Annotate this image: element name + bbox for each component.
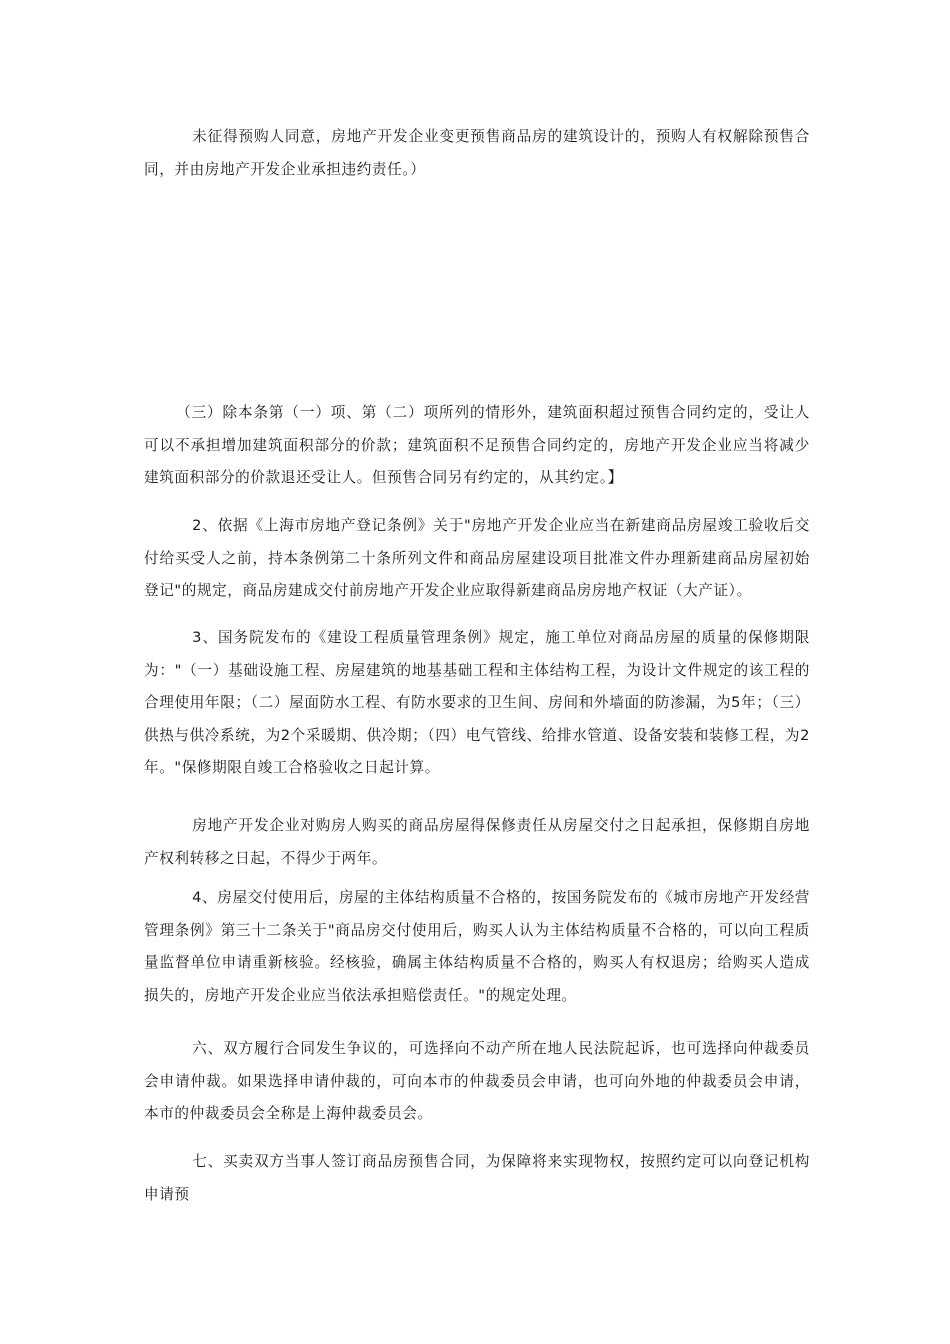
paragraph-design-change: 未征得预购人同意，房地产开发企业变更预售商品房的建筑设计的，预购人有权解除预售合同，并由房地产开发企业承担违约责任。） [144,128,810,178]
paragraph-warranty-period: 3、国务院发布的《建设工程质量管理条例》规定，施工单位对商品房屋的质量的保修期限为："（一）基础设施工程、房屋建筑的地基基础工程和主体结构工程，为设计文件规定的该工程的合理使用年限；（二）屋面防水工程、有防水要求的卫生间、房间和外墙面的防渗漏，为5年；（三）供热与供冷系统，为2个采暖期、供冷期；（四）电气管线、给排水管道、设备安装和装修工程，为2年。"保修期限自竣工合格验收之日起计算。 [144,629,810,776]
paragraph-registration: 2、依据《上海市房地产登记条例》关于"房地产开发企业应当在新建商品房屋竣工验收后交付给买受人之前，持本条例第二十条所列文件和商品房屋建设项目批准文件办理新建商品房屋初始登记"的规定，商品房建成交付前房地产开发企业应取得新建商品房房地产权证（大产证）。 [144,517,810,599]
paragraph-developer-warranty: 房地产开发企业对购房人购买的商品房屋得保修责任从房屋交付之日起承担，保修期自房地产权利转移之日起，不得少于两年。 [144,817,810,867]
paragraph-structure-quality: 4、房屋交付使用后，房屋的主体结构质量不合格的，按国务院发布的《城市房地产开发经营管理条例》第三十二条关于"商品房交付使用后，购买人认为主体结构质量不合格的，可以向工程质量监督单位申请重新核验。经核验，确属主体结构质量不合格的，购买人有权退房；给购买人造成损失的，房地产开发企业应当依法承担赔偿责任。"的规定处理。 [144,889,810,1004]
paragraph-area-excess: （三）除本条第（一）项、第（二）项所列的情形外，建筑面积超过预售合同约定的，受让人可以不承担增加建筑面积部分的价款；建筑面积不足预售合同约定的，房地产开发企业应当将减少建筑面积部分的价款退还受让人。但预售合同另有约定的，从其约定。】 [144,404,810,486]
paragraph-dispute-resolution: 六、双方履行合同发生争议的，可选择向不动产所在地人民法院起诉，也可选择向仲裁委员会申请仲裁。如果选择申请仲裁的，可向本市的仲裁委员会申请，也可向外地的仲裁委员会申请，本市的仲裁委员会全称是上海仲裁委员会。 [144,1040,810,1122]
paragraph-presale-registration: 七、买卖双方当事人签订商品房预售合同，为保障将来实现物权，按照约定可以向登记机构申请预 [144,1153,810,1203]
